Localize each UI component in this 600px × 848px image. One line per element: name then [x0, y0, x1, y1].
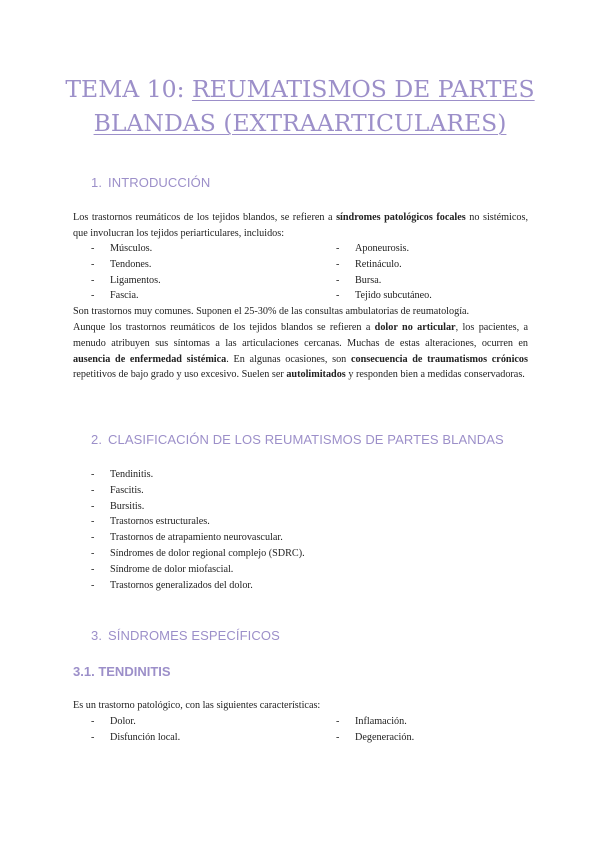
list-item: - Inflamación.: [336, 716, 407, 727]
list-item: - Disfunción local.: [91, 731, 181, 743]
description-paragraph: Aunque los trastornos reumáticos de los tejidos blandos se refieren a dolor no articular, los pacientes, a menudo atribuyen sus síntomas a las articulaciones cercanas. Muchas de estas alteraciones, ocurren en ausencia de enfermedad sistémica. En algunas ocasiones, son consecuencia de traumatismos crónicos repetitivos de bajo grado y uso excesivo. Suelen ser autolimitados y responden bien a medidas conservadoras.: [73, 322, 528, 381]
list-item: - Tendinitis.: [91, 469, 154, 480]
section-1-title: INTRODUCCIÓN: [108, 175, 211, 190]
intro-paragraph: [73, 210, 528, 242]
section-2-number: 2.: [91, 432, 103, 447]
subsection-title: TENDINITIS: [98, 664, 171, 679]
section-3-heading: [91, 628, 280, 644]
intro-bold-syndromes: síndromes patológicos focales: [336, 212, 466, 223]
title-line2: BLANDAS (EXTRAARTICULARES): [93, 109, 507, 137]
section-1-heading: [91, 175, 210, 191]
list-item: - Bursitis.: [91, 500, 145, 512]
list-item: - Dolor.: [91, 716, 136, 727]
subsection-number: 3.1.: [73, 664, 95, 679]
tissues-list-right: [336, 241, 432, 304]
list-item: - Fascitis.: [91, 484, 144, 496]
tissues-list-left: [91, 241, 161, 304]
prevalence-paragraph: Son trastornos muy comunes. Suponen el 25-30% de las consultas ambulatorias de reumatología.: [73, 306, 470, 317]
list-item: - Tendones.: [91, 258, 152, 270]
title-line1: REUMATISMOS DE PARTES: [191, 75, 535, 103]
list-item: - Degeneración.: [336, 731, 415, 743]
section-1-number: 1.: [91, 175, 103, 190]
intro-text-a: Los trastornos reumáticos de los tejidos blandos, se refieren a: [73, 212, 337, 223]
tendinitis-intro: Es un trastorno patológico, con las siguientes características:: [73, 700, 321, 711]
section-3-title: SÍNDROMES ESPECÍFICOS: [108, 628, 280, 643]
list-item: - Tejido subcutáneo.: [336, 290, 432, 302]
list-item: - Trastornos estructurales.: [91, 516, 210, 528]
document-title: [60, 72, 540, 140]
list-item: - Síndromes de dolor regional complejo (SDRC).: [91, 547, 305, 559]
list-item: - Síndrome de dolor miofascial.: [91, 563, 234, 575]
list-item: - Aponeurosis.: [336, 243, 410, 254]
list-item: - Fascia.: [91, 290, 139, 302]
list-item: - Ligamentos.: [91, 274, 161, 286]
list-item: - Trastornos generalizados del dolor.: [91, 579, 253, 591]
list-item: - Retináculo.: [336, 258, 402, 270]
title-prefix: TEMA 10:: [65, 75, 192, 103]
intro-text-c: no sistémicos, que involucran los tejidos periarticulares, incluidos:: [73, 212, 528, 239]
list-item: - Trastornos de atrapamiento neurovascular.: [91, 532, 283, 544]
list-item: - Músculos.: [91, 243, 153, 254]
tendinitis-list-right: [336, 714, 414, 746]
tendinitis-list-left: [91, 714, 180, 746]
section-2-heading: [91, 432, 504, 448]
section-3-number: 3.: [91, 628, 103, 643]
section-2-title: CLASIFICACIÓN DE LOS REUMATISMOS DE PARTES BLANDAS: [108, 432, 504, 447]
subsection-3-1-heading: [73, 664, 171, 680]
classification-list: [91, 467, 305, 593]
list-item: - Bursa.: [336, 274, 382, 286]
